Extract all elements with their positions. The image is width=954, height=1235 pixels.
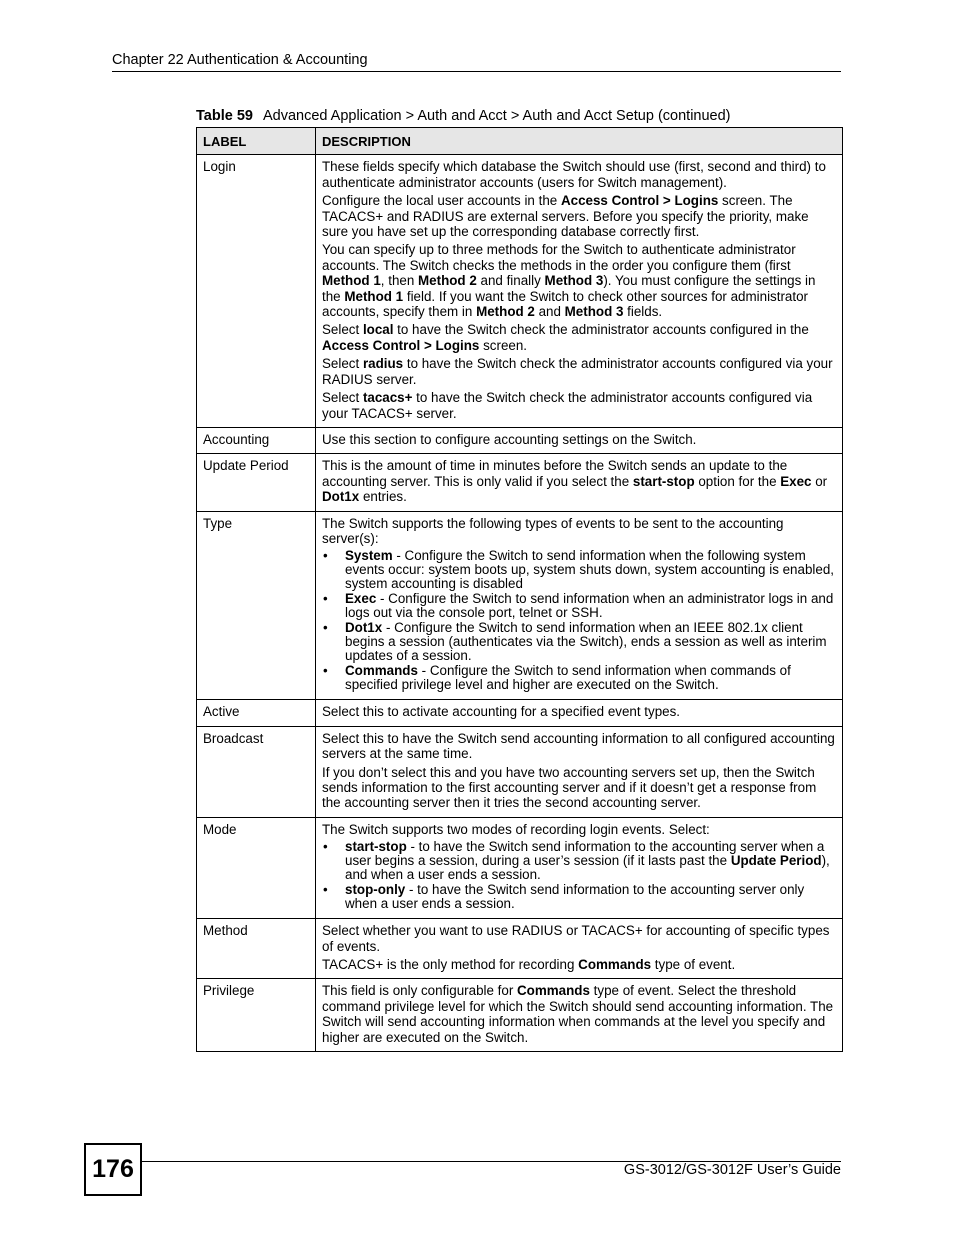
text-run: Select whether you want to use RADIUS or TACACS+ for accounting of specific types of events.: [322, 923, 830, 954]
bold-term: Commands: [345, 663, 418, 679]
bold-term: Exec: [345, 591, 377, 607]
bold-term: stop-only: [345, 882, 406, 898]
text-run: TACACS+ is the only method for recording: [322, 957, 579, 972]
text-run: entries.: [359, 489, 407, 505]
text-run: Select: [322, 390, 363, 406]
text-run: - to have the Switch send information to the accounting server when a user begins a session, during a user’s session (if it lasts past the: [345, 839, 825, 869]
row-description: [316, 511, 843, 700]
text-run: - to have the Switch send information to the accounting server only when a user ends a session.: [345, 882, 805, 912]
bold-term: Dot1x: [322, 489, 360, 505]
row-description: [316, 817, 843, 918]
bold-term: Commands: [578, 957, 652, 972]
description-table: [196, 127, 843, 1052]
bold-term: Method 2: [476, 304, 535, 320]
text-run: or: [811, 473, 828, 489]
bullet-icon: •: [323, 663, 328, 679]
chapter-header: [112, 52, 841, 72]
row-description: [316, 700, 843, 726]
description-paragraph: [322, 923, 836, 954]
row-description: [316, 427, 843, 453]
text-run: field. If you want the Switch to check other sources for administrator accounts, specify them in: [322, 288, 809, 320]
bold-term: Dot1x: [345, 620, 383, 636]
bullet-icon: •: [323, 882, 328, 898]
bold-term: Commands: [517, 983, 590, 999]
description-paragraph: [322, 983, 836, 1045]
text-run: - Configure the Switch to send information when commands of specified privilege level and higher are executed on the Switch.: [345, 663, 791, 693]
text-run: Configure the local user accounts in the: [322, 193, 561, 209]
bullet-list: [322, 840, 836, 911]
description-paragraph: [322, 731, 836, 762]
list-item: [322, 883, 836, 911]
text-run: ). You must configure the settings in the: [322, 273, 816, 304]
text-run: You can specify up to three methods for the Switch to authenticate administrator accounts. The Switch checks the methods in the order you configure them (first: [322, 242, 796, 273]
text-run: - Configure the Switch to send information when the following system events occur: system boots up, system shuts down, system accounting is enabled, system accounting is disabled: [345, 548, 834, 592]
row-label: Method: [197, 919, 316, 979]
row-label: Active: [197, 700, 316, 726]
text-run: ), and when a user ends a session.: [345, 853, 830, 883]
bullet-icon: •: [323, 620, 328, 636]
description-paragraph: [322, 159, 836, 190]
row-description: [316, 454, 843, 511]
bold-term: System: [345, 548, 393, 564]
chapter-title: Chapter 22 Authentication & Accounting: [112, 52, 368, 68]
list-item: [322, 592, 836, 620]
table-row: [197, 427, 843, 453]
row-description: [316, 919, 843, 979]
table-row: [197, 511, 843, 700]
description-column-header: DESCRIPTION: [316, 128, 843, 155]
bold-term: Method 1: [344, 288, 404, 304]
row-label: Accounting: [197, 427, 316, 453]
page-number-box: [84, 1143, 142, 1196]
guide-title: GS-3012/GS-3012F User’s Guide: [623, 1162, 841, 1178]
text-run: fields.: [623, 304, 663, 320]
row-label: Broadcast: [197, 726, 316, 817]
text-run: screen.: [479, 337, 528, 353]
table-header-row: [197, 128, 843, 155]
description-paragraph: [322, 432, 836, 447]
table-caption: [196, 108, 846, 124]
bold-term: start-stop: [345, 839, 407, 855]
table-row: [197, 726, 843, 817]
text-run: Select this to have the Switch send accounting information to all configured accounting servers at the same time.: [322, 730, 835, 762]
label-column-header: LABEL: [197, 128, 316, 155]
description-paragraph: [322, 193, 836, 239]
bold-term: Exec: [780, 473, 812, 489]
table-title: Advanced Application > Auth and Acct > Auth and Acct Setup (continued): [262, 108, 731, 124]
list-item: [322, 664, 836, 692]
row-description: [316, 155, 843, 428]
page-number: 176: [92, 1155, 134, 1183]
table-row: [197, 454, 843, 511]
row-label: Login: [197, 155, 316, 428]
row-description: [316, 979, 843, 1052]
text-run: This is the amount of time in minutes before the Switch sends an update to the accounting server. This is only valid if you select the: [322, 458, 788, 489]
list-item: [322, 549, 836, 591]
text-run: screen. The TACACS+ and RADIUS are external servers. Before you specify the priority, make sure you have set up the corresponding database correctly first.: [322, 193, 809, 240]
description-paragraph: [322, 322, 836, 353]
row-label: Privilege: [197, 979, 316, 1052]
text-run: The Switch supports the following types of events to be sent to the accounting server(s):: [322, 515, 784, 546]
description-paragraph: [322, 765, 836, 811]
description-paragraph: [322, 822, 836, 837]
table-row: [197, 817, 843, 918]
bold-term: Method 2: [418, 273, 477, 289]
bold-term: Update Period: [730, 853, 822, 869]
bold-term: Method 1: [322, 273, 381, 289]
row-label: Mode: [197, 817, 316, 918]
bullet-icon: •: [323, 839, 328, 855]
text-run: - Configure the Switch to send information when an administrator logs in and logs out via the console port, telnet or SSH.: [345, 591, 834, 621]
list-item: [322, 621, 836, 663]
list-item: [322, 840, 836, 882]
bold-term: radius: [362, 356, 404, 372]
text-run: type of event.: [651, 957, 736, 972]
text-run: and finally: [476, 273, 545, 289]
description-paragraph: [322, 458, 836, 504]
table-row: [197, 155, 843, 428]
bold-term: tacacs+: [362, 390, 413, 406]
text-run: Select: [322, 322, 363, 338]
text-run: Select this to activate accounting for a specified event types.: [322, 704, 681, 720]
description-paragraph: [322, 356, 836, 387]
text-run: to have the Switch check the administrator accounts configured in the: [393, 322, 809, 338]
bullet-icon: •: [323, 548, 328, 564]
text-run: If you don’t select this and you have two accounting servers set up, then the Switch sends information to the first accounting server and if it doesn’t get a response from the accounting server then it tries the second accounting server.: [322, 764, 817, 811]
table-number: Table 59: [196, 108, 253, 124]
bold-term: Method 3: [564, 304, 624, 320]
text-run: option for the: [694, 473, 781, 489]
bold-term: start-stop: [632, 473, 695, 489]
text-run: to have the Switch check the administrator accounts configured via your TACACS+ server.: [322, 390, 813, 421]
description-paragraph: [322, 957, 836, 972]
description-paragraph: [322, 516, 836, 547]
bold-term: Access Control > Logins: [560, 193, 719, 209]
text-run: , then: [380, 273, 419, 289]
bold-term: Access Control > Logins: [322, 337, 480, 353]
text-run: These fields specify which database the Switch should use (first, second and third) to authenticate administrator accounts (users for Switch management).: [322, 159, 826, 190]
row-label: Type: [197, 511, 316, 700]
text-run: Select: [322, 356, 363, 372]
text-run: type of event. Select the threshold command privilege level for which the Switch should send accounting information. The Switch will send accounting information when commands at the level you specify and higher are executed on the Switch.: [322, 983, 834, 1045]
description-paragraph: [322, 242, 836, 319]
table-row: [197, 919, 843, 979]
text-run: The Switch supports two modes of recording login events. Select:: [322, 821, 710, 837]
description-paragraph: [322, 390, 836, 421]
text-run: to have the Switch check the administrator accounts configured via your RADIUS server.: [322, 356, 833, 387]
bold-term: Method 3: [544, 273, 604, 289]
table-row: [197, 979, 843, 1052]
row-label: Update Period: [197, 454, 316, 511]
table-body: [197, 155, 843, 1052]
description-paragraph: [322, 704, 836, 719]
bullet-icon: •: [323, 591, 328, 607]
bold-term: local: [362, 322, 394, 338]
table-row: [197, 700, 843, 726]
text-run: This field is only configurable for: [322, 983, 518, 999]
bullet-list: [322, 549, 836, 692]
text-run: and: [534, 304, 565, 320]
text-run: Use this section to configure accounting settings on the Switch.: [322, 431, 697, 447]
row-description: [316, 726, 843, 817]
text-run: - Configure the Switch to send information when an IEEE 802.1x client begins a session (authenticates via the Switch), ends a session as well as interim updates of a session.: [345, 620, 827, 664]
